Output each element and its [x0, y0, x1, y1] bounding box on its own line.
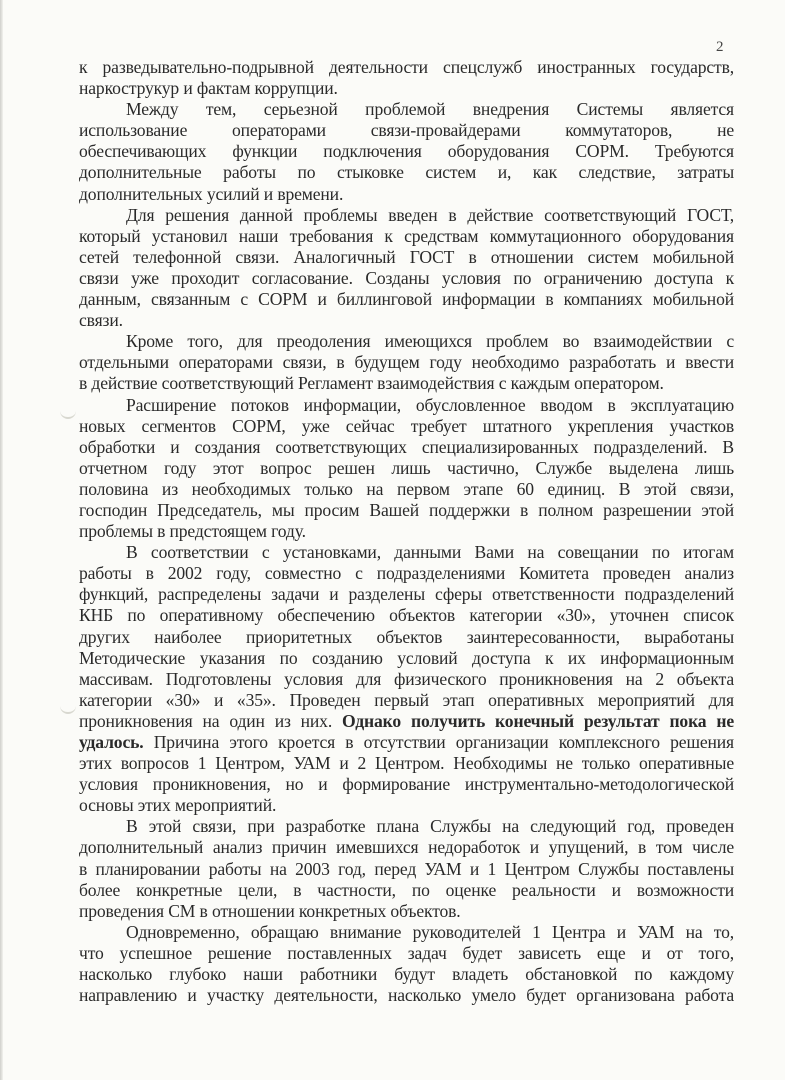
text-line: Одновременно, обращаю внимание руководителей 1 Центра и УАМ на то,: [126, 921, 734, 942]
text-line: сетей телефонной связи. Аналогичный ГОСТ в отношении систем мобильной: [79, 246, 734, 267]
text-line: В этой связи, при разработке плана Службы на следующий год, проведен: [126, 816, 734, 837]
paragraph: [79, 99, 734, 204]
text-line: направлению и участку деятельности, насколько умело будет организована работа: [79, 985, 734, 1006]
text-line: связи уже проходит согласование. Созданы условия по ограничению доступа к: [79, 267, 734, 288]
text-line: данным, связанным с СОРМ и биллинговой информации в компаниях мобильной: [79, 289, 734, 310]
paragraph: [79, 57, 734, 99]
punch-hole-mark: [60, 702, 76, 714]
text-line: половина из необходимых только на первом этапе 60 единиц. В этой связи,: [79, 478, 734, 499]
text-line: обеспечивающих функции подключения оборудования СОРМ. Требуются: [79, 141, 734, 162]
text-line: проблемы в предстоящем году.: [79, 521, 306, 542]
text-line: КНБ по оперативному обеспечению объектов категории «30», уточнен список: [79, 605, 734, 626]
emphasized-text: Однако получить конечный результат пока не: [341, 710, 734, 731]
text-line: господин Председатель, мы просим Вашей поддержки в полном разрешении этой: [79, 499, 734, 520]
text-line: связи.: [79, 310, 123, 331]
text-line: проведения СМ в отношении конкретных объектов.: [79, 900, 461, 921]
text-line: В соответствии с установками, данными Вами на совещании по итогам: [126, 542, 734, 563]
text-line: категории «30» и «35». Проведен первый этап оперативных мероприятий для: [79, 689, 734, 710]
text-line: Расширение потоков информации, обусловленное вводом в эксплуатацию: [126, 394, 734, 415]
text-line-with-emphasis: [79, 711, 734, 732]
text-line: Между тем, серьезной проблемой внедрения Системы является: [126, 99, 734, 120]
text-line: который установил наши требования к средствам коммутационного оборудования: [79, 225, 734, 246]
text-line: массивам. Подготовлены условия для физического проникновения на 2 объекта: [79, 668, 734, 689]
text-run: проникновения на один из них.: [79, 710, 342, 731]
text-line: новых сегментов СОРМ, уже сейчас требует штатного укрепления участков: [79, 415, 734, 436]
document-body: [79, 57, 734, 1006]
text-line: условия проникновения, но и формирование инструментально-методологической: [79, 774, 734, 795]
text-run: Причина этого кроется в отсутствии организации комплексного решения: [143, 732, 734, 752]
text-line: основы этих мероприятий.: [79, 795, 277, 816]
text-line: отдельными операторами связи, в будущем году необходимо разработать и ввести: [79, 352, 734, 373]
paragraph: [79, 542, 734, 816]
paragraph: [79, 331, 734, 394]
text-line: других наиболее приоритетных объектов заинтересованности, выработаны: [79, 626, 734, 647]
paragraph: [79, 816, 734, 921]
text-line: Методические указания по созданию условий доступа к их информационным: [79, 647, 734, 668]
text-line: дополнительные работы по стыковке систем и, как следствие, затраты: [79, 162, 734, 183]
paragraph: [79, 205, 734, 332]
paragraph: [79, 395, 734, 543]
text-line-with-emphasis: [79, 732, 734, 753]
text-line: дополнительных усилий и времени.: [79, 183, 344, 204]
text-line: Для решения данной проблемы введен в действие соответствующий ГОСТ,: [126, 204, 734, 225]
text-line: отчетном году этот вопрос решен лишь частично, Службе выделена лишь: [79, 457, 734, 478]
text-line: дополнительный анализ причин имевшихся недоработок и упущений, в том числе: [79, 837, 734, 858]
scan-page-edge: [0, 0, 3, 1080]
text-line: наркострукур и фактам коррупции.: [79, 78, 338, 99]
emphasized-text: удалось.: [79, 732, 144, 752]
text-line: в действие соответствующий Регламент взаимодействия с каждым оператором.: [79, 373, 664, 394]
paragraph: [79, 922, 734, 1006]
text-line: в планировании работы на 2003 год, перед УАМ и 1 Центром Службы поставлены: [79, 858, 734, 879]
text-line: обработки и создания соответствующих специализированных подразделений. В: [79, 436, 734, 457]
text-line: более конкретные цели, в частности, по оценке реальности и возможности: [79, 879, 734, 900]
punch-hole-mark: [60, 407, 76, 419]
text-line: функций, распределены задачи и разделены сферы ответственности подразделений: [79, 584, 734, 605]
text-line: этих вопросов 1 Центром, УАМ и 2 Центром. Необходимы не только оперативные: [79, 753, 734, 774]
text-line: Кроме того, для преодоления имеющихся проблем во взаимодействии с: [126, 331, 734, 352]
text-line: работы в 2002 году, совместно с подразделениями Комитета проведен анализ: [79, 563, 734, 584]
text-line: использование операторами связи-провайдерами коммутаторов, не: [79, 120, 734, 141]
text-line: что успешное решение поставленных задач будет зависеть еще и от того,: [79, 942, 734, 963]
text-line: насколько глубоко наши работники будут владеть обстановкой по каждому: [79, 964, 734, 985]
page-number: 2: [716, 39, 724, 55]
text-line: к разведывательно-подрывной деятельности спецслужб иностранных государств,: [79, 57, 734, 77]
